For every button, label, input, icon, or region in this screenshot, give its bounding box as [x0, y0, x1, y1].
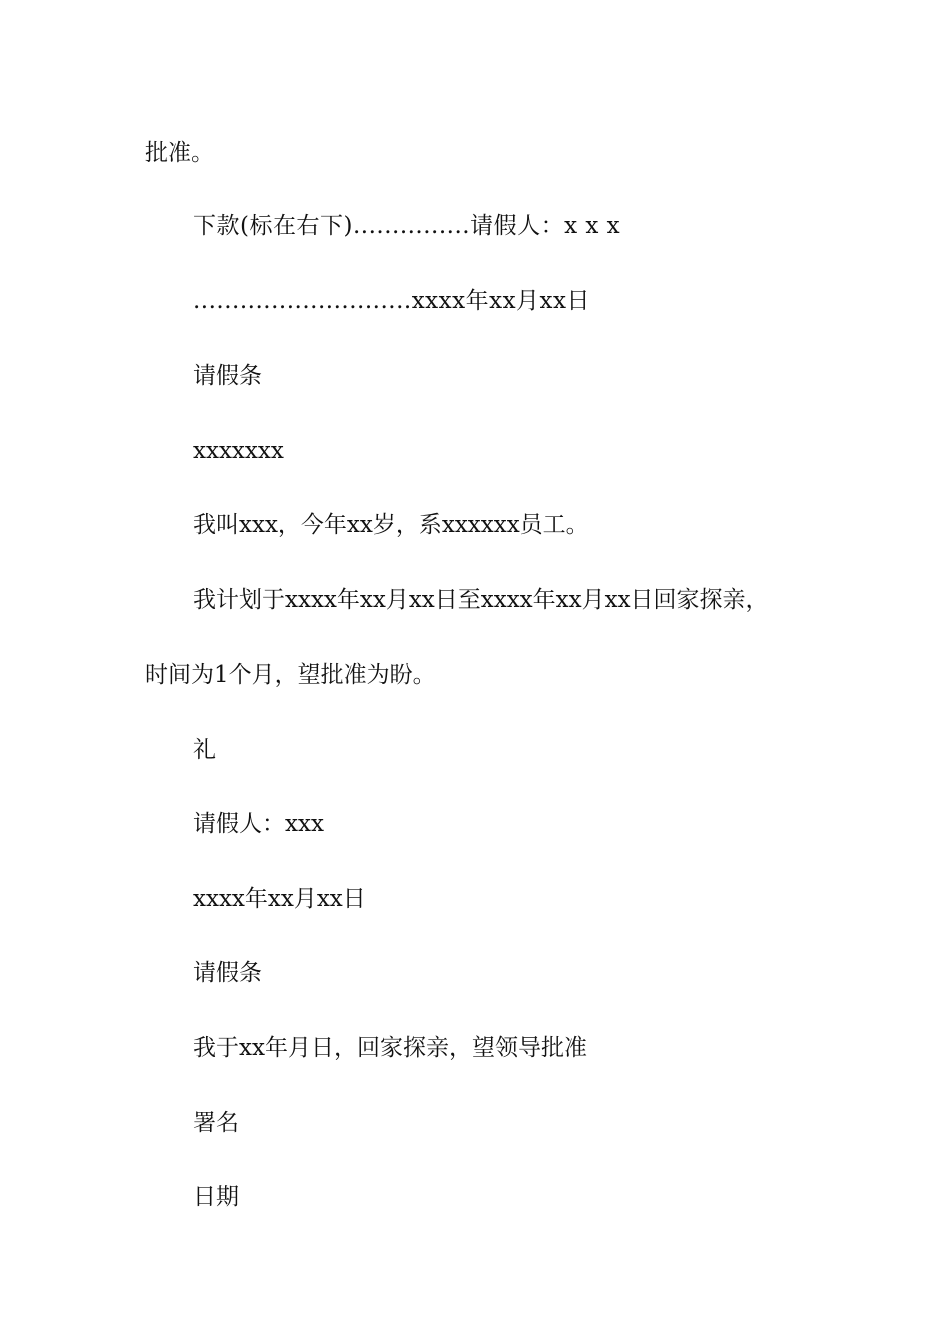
text-date-label: 日期 — [193, 1184, 239, 1210]
text-applicant: 请假人：xxx — [193, 811, 324, 837]
text-recipient: xxxxxxx — [193, 438, 284, 464]
text-short-request: 我于xx年月日，回家探亲，望领导批准 — [193, 1035, 587, 1061]
heading-leave-note-1: 请假条 — [193, 363, 262, 389]
text-signature-label: 署名 — [193, 1110, 239, 1136]
text-date-line: ............................xxxx年xx月xx日 — [193, 288, 590, 314]
text-self-intro: 我叫xxx，今年xx岁，系xxxxxx员工。 — [193, 512, 589, 538]
text-plan-continuation: 时间为1个月，望批准为盼。 — [145, 662, 436, 688]
text-approval-end: 批准。 — [145, 140, 214, 166]
heading-leave-note-2: 请假条 — [193, 960, 262, 986]
text-signature-note: 下款(标在右下)...............请假人：x x x — [193, 213, 621, 239]
text-plan-line: 我计划于xxxx年xx月xx日至xxxx年xx月xx日回家探亲， — [193, 587, 769, 613]
text-applicant-date: xxxx年xx月xx日 — [193, 886, 366, 912]
text-salutation: 礼 — [193, 737, 216, 763]
